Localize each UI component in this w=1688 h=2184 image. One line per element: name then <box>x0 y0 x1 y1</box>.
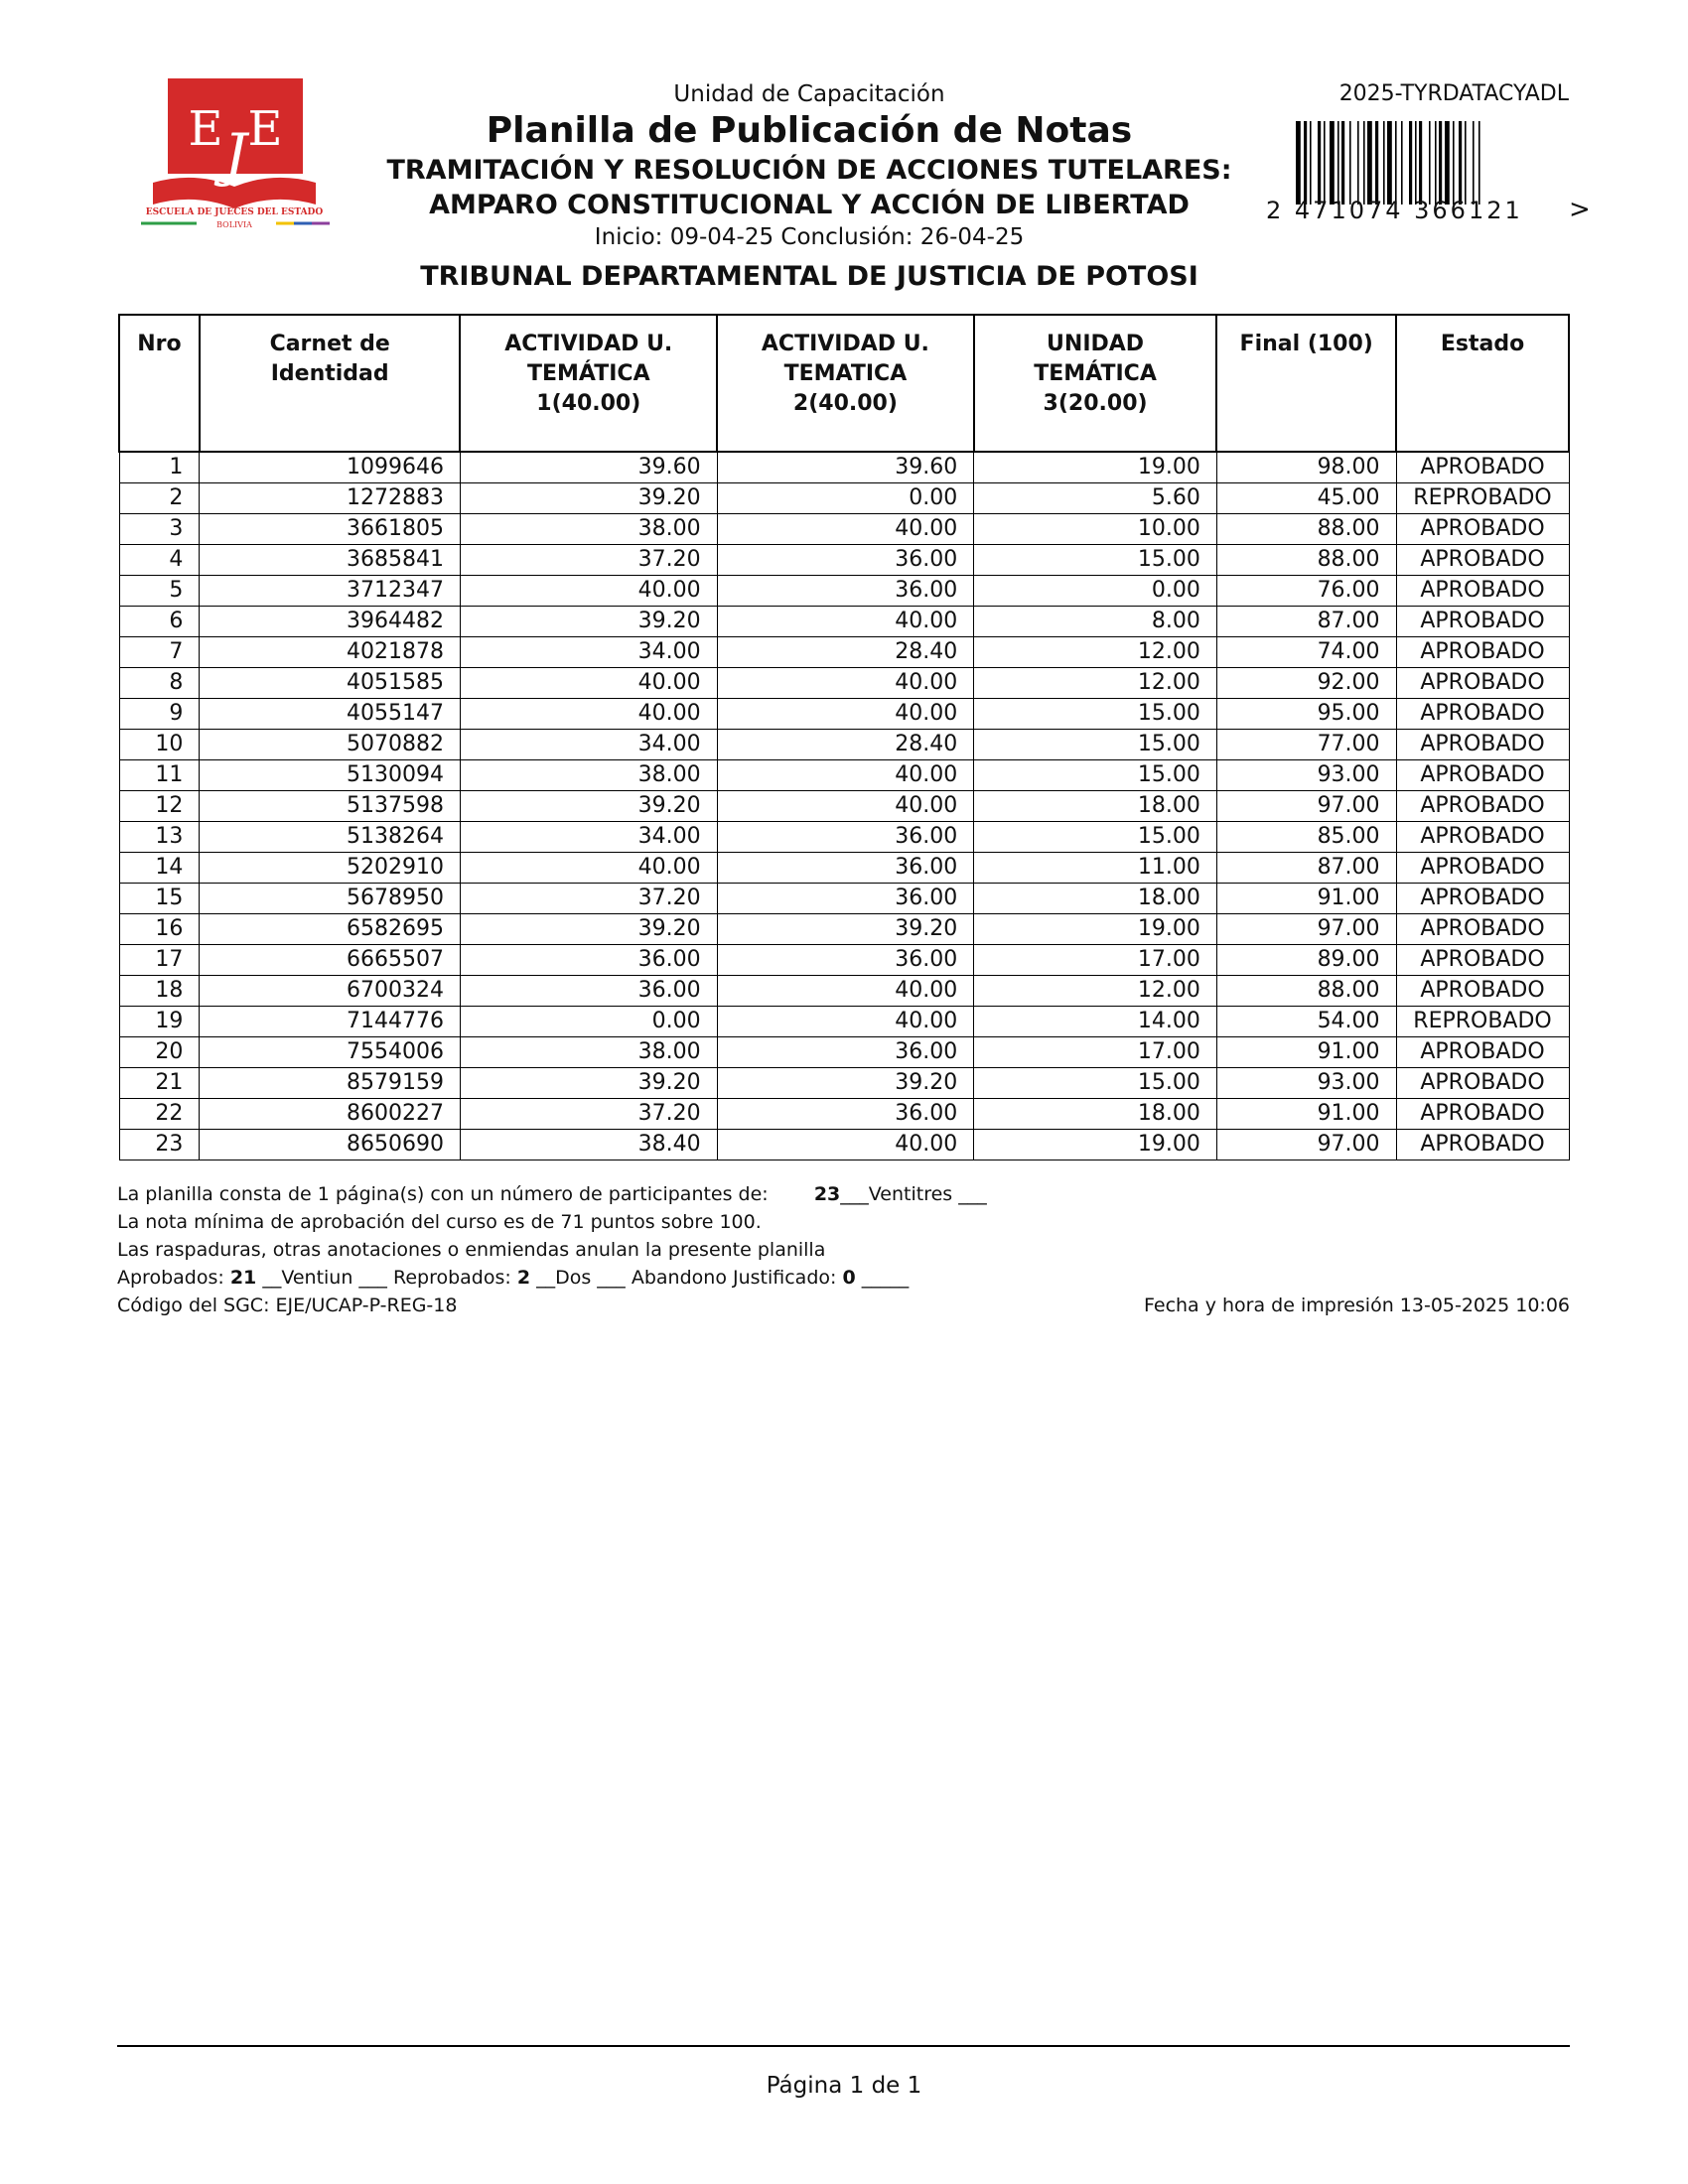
course-dates: Inicio: 09-04-25 Conclusión: 26-04-25 <box>594 224 1025 250</box>
id-number-cell: 5130094 <box>200 760 461 791</box>
final-score-cell: 97.00 <box>1216 914 1396 945</box>
activity2-score-cell: 40.00 <box>717 514 974 545</box>
column-header-text: Final (100) <box>1239 332 1373 356</box>
final-score-cell: 85.00 <box>1216 822 1396 853</box>
unit3-score-cell: 19.00 <box>974 452 1217 483</box>
final-score-cell: 54.00 <box>1216 1007 1396 1037</box>
activity2-score-cell: 36.00 <box>717 884 974 914</box>
table-row <box>119 545 1569 576</box>
unit3-score-cell: 15.00 <box>974 545 1217 576</box>
approved-count: 21 <box>229 1267 257 1289</box>
final-score-cell: 91.00 <box>1216 1099 1396 1130</box>
barcode-arrow: > <box>1569 195 1591 224</box>
unit3-score-cell: 0.00 <box>974 576 1217 607</box>
activity2-score-cell: 28.40 <box>717 637 974 668</box>
status-cell: APROBADO <box>1396 884 1569 914</box>
status-cell: APROBADO <box>1396 1130 1569 1160</box>
column-header-text: 3(20.00) <box>1043 391 1148 416</box>
barcode-bar <box>1465 121 1467 205</box>
row-number-cell: 2 <box>119 483 200 514</box>
summary-line <box>117 1264 1570 1292</box>
sgc-code: Código del SGC: EJE/UCAP-P-REG-18 <box>117 1295 458 1316</box>
column-header <box>119 315 200 452</box>
unit3-score-cell: 14.00 <box>974 1007 1217 1037</box>
row-number-cell: 1 <box>119 452 200 483</box>
row-number-cell: 10 <box>119 730 200 760</box>
column-header-text: ACTIVIDAD U. <box>504 332 673 356</box>
activity2-score-cell: 36.00 <box>717 545 974 576</box>
barcode-bar <box>1401 121 1403 205</box>
table-row <box>119 1130 1569 1160</box>
final-score-cell: 95.00 <box>1216 699 1396 730</box>
barcode-bar <box>1330 121 1335 205</box>
activity2-score-cell: 36.00 <box>717 576 974 607</box>
status-cell: APROBADO <box>1396 607 1569 637</box>
barcode-bar <box>1439 121 1442 205</box>
page-number: Página 1 de 1 <box>766 2073 922 2099</box>
id-number-cell: 7554006 <box>200 1037 461 1068</box>
unit3-score-cell: 12.00 <box>974 668 1217 699</box>
id-number-cell: 3661805 <box>200 514 461 545</box>
course-title-line1: TRAMITACIÓN Y RESOLUCIÓN DE ACCIONES TUTELARES: <box>386 155 1232 186</box>
activity2-score-cell: 36.00 <box>717 853 974 884</box>
activity1-score-cell: 39.20 <box>460 607 717 637</box>
row-number-cell: 23 <box>119 1130 200 1160</box>
unit3-score-cell: 15.00 <box>974 822 1217 853</box>
activity2-score-cell: 40.00 <box>717 668 974 699</box>
barcode-bar <box>1409 121 1412 205</box>
barcode-bar <box>1459 121 1462 205</box>
barcode-bar <box>1304 121 1307 205</box>
row-number-cell: 3 <box>119 514 200 545</box>
approved-words: __Ventiun ___ <box>262 1267 387 1289</box>
column-header-text: TEMATICA <box>783 361 908 386</box>
column-header-text: Nro <box>137 332 182 356</box>
final-score-cell: 92.00 <box>1216 668 1396 699</box>
participants-text: La planilla consta de 1 página(s) con un número de participantes de: <box>117 1183 769 1205</box>
row-number-cell: 12 <box>119 791 200 822</box>
unit-name: Unidad de Capacitación <box>673 81 945 107</box>
activity1-score-cell: 36.00 <box>460 976 717 1007</box>
table-row <box>119 1099 1569 1130</box>
status-cell: REPROBADO <box>1396 1007 1569 1037</box>
status-cell: APROBADO <box>1396 452 1569 483</box>
id-number-cell: 6582695 <box>200 914 461 945</box>
column-header <box>974 315 1217 452</box>
final-score-cell: 88.00 <box>1216 514 1396 545</box>
status-cell: APROBADO <box>1396 1037 1569 1068</box>
id-number-cell: 8650690 <box>200 1130 461 1160</box>
activity1-score-cell: 38.00 <box>460 1037 717 1068</box>
footer-notes <box>117 1180 1570 1319</box>
activity2-score-cell: 28.40 <box>717 730 974 760</box>
row-number-cell: 13 <box>119 822 200 853</box>
barcode-bar <box>1387 121 1392 205</box>
status-cell: APROBADO <box>1396 976 1569 1007</box>
barcode-bar <box>1367 121 1372 205</box>
barcode-bar <box>1429 121 1431 205</box>
barcode-bar <box>1310 121 1312 205</box>
activity1-score-cell: 40.00 <box>460 668 717 699</box>
barcode-bar <box>1419 121 1422 205</box>
final-score-cell: 98.00 <box>1216 452 1396 483</box>
id-number-cell: 8579159 <box>200 1068 461 1099</box>
svg-text:J: J <box>223 121 247 189</box>
column-header-text: 2(40.00) <box>792 391 898 416</box>
table-row <box>119 668 1569 699</box>
id-number-cell: 6700324 <box>200 976 461 1007</box>
approved-label: Aprobados: <box>117 1267 224 1289</box>
row-number-cell: 4 <box>119 545 200 576</box>
svg-text:BOLIVIA: BOLIVIA <box>216 220 252 229</box>
activity2-score-cell: 39.20 <box>717 914 974 945</box>
final-score-cell: 87.00 <box>1216 607 1396 637</box>
status-cell: APROBADO <box>1396 945 1569 976</box>
activity2-score-cell: 39.60 <box>717 452 974 483</box>
unit3-score-cell: 18.00 <box>974 884 1217 914</box>
activity1-score-cell: 34.00 <box>460 637 717 668</box>
barcode-bar <box>1445 121 1450 205</box>
barcode-bar <box>1375 121 1378 205</box>
table-row <box>119 730 1569 760</box>
document-header <box>348 79 1271 294</box>
id-number-cell: 1099646 <box>200 452 461 483</box>
table-row <box>119 976 1569 1007</box>
table-row <box>119 514 1569 545</box>
table-row <box>119 576 1569 607</box>
table-row <box>119 452 1569 483</box>
participants-line <box>117 1180 1570 1208</box>
activity1-score-cell: 39.20 <box>460 1068 717 1099</box>
final-score-cell: 88.00 <box>1216 545 1396 576</box>
failed-label: Reprobados: <box>392 1267 511 1289</box>
row-number-cell: 5 <box>119 576 200 607</box>
status-cell: APROBADO <box>1396 853 1569 884</box>
row-number-cell: 6 <box>119 607 200 637</box>
activity2-score-cell: 40.00 <box>717 1130 974 1160</box>
course-title-line2: AMPARO CONSTITUCIONAL Y ACCIÓN DE LIBERTAD <box>429 190 1190 220</box>
barcode-bar <box>1473 121 1475 205</box>
column-header <box>1216 315 1396 452</box>
table-row <box>119 884 1569 914</box>
row-number-cell: 16 <box>119 914 200 945</box>
participants-words: ___Ventitres ___ <box>840 1183 987 1205</box>
court-name: TRIBUNAL DEPARTAMENTAL DE JUSTICIA DE POTOSI <box>420 261 1198 292</box>
barcode-bar <box>1383 121 1385 205</box>
barcode-bar <box>1395 121 1397 205</box>
activity1-score-cell: 39.20 <box>460 791 717 822</box>
table-body <box>119 452 1569 1160</box>
failed-count: 2 <box>516 1267 531 1289</box>
row-number-cell: 11 <box>119 760 200 791</box>
print-timestamp: Fecha y hora de impresión 13-05-2025 10:06 <box>1143 1295 1570 1316</box>
status-cell: APROBADO <box>1396 668 1569 699</box>
final-score-cell: 91.00 <box>1216 884 1396 914</box>
status-cell: APROBADO <box>1396 822 1569 853</box>
activity1-score-cell: 34.00 <box>460 822 717 853</box>
page-title: Planilla de Publicación de Notas <box>486 110 1133 151</box>
activity2-score-cell: 40.00 <box>717 607 974 637</box>
activity2-score-cell: 0.00 <box>717 483 974 514</box>
activity2-score-cell: 36.00 <box>717 1037 974 1068</box>
id-number-cell: 1272883 <box>200 483 461 514</box>
barcode-bar <box>1324 121 1326 205</box>
column-header <box>1396 315 1569 452</box>
barcode-bar <box>1318 121 1321 205</box>
status-cell: APROBADO <box>1396 914 1569 945</box>
column-header-text: 1(40.00) <box>536 391 641 416</box>
status-cell: APROBADO <box>1396 514 1569 545</box>
activity1-score-cell: 34.00 <box>460 730 717 760</box>
activity2-score-cell: 39.20 <box>717 1068 974 1099</box>
barcode-bar <box>1357 121 1359 205</box>
table-header-row <box>119 315 1569 452</box>
unit3-score-cell: 15.00 <box>974 760 1217 791</box>
final-score-cell: 93.00 <box>1216 1068 1396 1099</box>
column-header-text: Estado <box>1440 332 1525 356</box>
final-score-cell: 97.00 <box>1216 791 1396 822</box>
status-cell: APROBADO <box>1396 730 1569 760</box>
barcode-number: 2 471074 366121 <box>1266 197 1523 224</box>
activity2-score-cell: 40.00 <box>717 760 974 791</box>
barcode-bar <box>1478 121 1480 205</box>
table-row <box>119 1037 1569 1068</box>
barcode-bar <box>1453 121 1455 205</box>
abandon-count: 0 <box>842 1267 856 1289</box>
barcode-bar <box>1337 121 1339 205</box>
activity1-score-cell: 40.00 <box>460 576 717 607</box>
svg-text:E: E <box>188 101 223 157</box>
id-number-cell: 5070882 <box>200 730 461 760</box>
activity2-score-cell: 36.00 <box>717 945 974 976</box>
activity1-score-cell: 40.00 <box>460 853 717 884</box>
unit3-score-cell: 11.00 <box>974 853 1217 884</box>
status-cell: REPROBADO <box>1396 483 1569 514</box>
activity2-score-cell: 40.00 <box>717 699 974 730</box>
activity2-score-cell: 40.00 <box>717 1007 974 1037</box>
final-score-cell: 93.00 <box>1216 760 1396 791</box>
barcode-bar <box>1415 121 1417 205</box>
unit3-score-cell: 18.00 <box>974 791 1217 822</box>
eje-logo-graphic <box>135 75 334 234</box>
unit3-score-cell: 15.00 <box>974 699 1217 730</box>
table-row <box>119 1007 1569 1037</box>
table-row <box>119 699 1569 730</box>
column-header <box>460 315 717 452</box>
unit3-score-cell: 5.60 <box>974 483 1217 514</box>
final-score-cell: 88.00 <box>1216 976 1396 1007</box>
id-number-cell: 3964482 <box>200 607 461 637</box>
status-cell: APROBADO <box>1396 545 1569 576</box>
abandon-blank: _____ <box>861 1267 910 1289</box>
document-code: 2025-TYRDATACYADL <box>1338 81 1569 106</box>
table-row <box>119 483 1569 514</box>
row-number-cell: 17 <box>119 945 200 976</box>
id-number-cell: 5678950 <box>200 884 461 914</box>
status-cell: APROBADO <box>1396 699 1569 730</box>
unit3-score-cell: 10.00 <box>974 514 1217 545</box>
activity1-score-cell: 37.20 <box>460 1099 717 1130</box>
activity1-score-cell: 38.00 <box>460 760 717 791</box>
svg-text:ESCUELA DE JUECES DEL ESTADO: ESCUELA DE JUECES DEL ESTADO <box>145 207 324 217</box>
column-header-text: UNIDAD <box>1047 332 1145 356</box>
id-number-cell: 5202910 <box>200 853 461 884</box>
row-number-cell: 18 <box>119 976 200 1007</box>
row-number-cell: 14 <box>119 853 200 884</box>
activity1-score-cell: 0.00 <box>460 1007 717 1037</box>
final-score-cell: 97.00 <box>1216 1130 1396 1160</box>
row-number-cell: 15 <box>119 884 200 914</box>
id-number-cell: 6665507 <box>200 945 461 976</box>
barcode-bar <box>1349 121 1351 205</box>
row-number-cell: 8 <box>119 668 200 699</box>
id-number-cell: 5138264 <box>200 822 461 853</box>
final-score-cell: 76.00 <box>1216 576 1396 607</box>
table-row <box>119 822 1569 853</box>
table-row <box>119 914 1569 945</box>
status-cell: APROBADO <box>1396 760 1569 791</box>
unit3-score-cell: 17.00 <box>974 945 1217 976</box>
barcode-bar <box>1341 121 1344 205</box>
activity2-score-cell: 40.00 <box>717 791 974 822</box>
unit3-score-cell: 17.00 <box>974 1037 1217 1068</box>
row-number-cell: 9 <box>119 699 200 730</box>
activity1-score-cell: 36.00 <box>460 945 717 976</box>
min-grade-note: La nota mínima de aprobación del curso es de 71 puntos sobre 100. <box>117 1211 762 1233</box>
final-score-cell: 91.00 <box>1216 1037 1396 1068</box>
unit3-score-cell: 19.00 <box>974 914 1217 945</box>
row-number-cell: 22 <box>119 1099 200 1130</box>
row-number-cell: 21 <box>119 1068 200 1099</box>
unit3-score-cell: 15.00 <box>974 1068 1217 1099</box>
column-header <box>717 315 974 452</box>
failed-words: __Dos ___ <box>536 1267 626 1289</box>
barcode-bar <box>1435 121 1437 205</box>
activity1-score-cell: 39.60 <box>460 452 717 483</box>
footer-divider <box>117 2045 1570 2047</box>
id-number-cell: 3685841 <box>200 545 461 576</box>
column-header-text: Carnet de <box>269 332 390 356</box>
status-cell: APROBADO <box>1396 576 1569 607</box>
activity1-score-cell: 39.20 <box>460 914 717 945</box>
row-number-cell: 7 <box>119 637 200 668</box>
unit3-score-cell: 12.00 <box>974 637 1217 668</box>
table-row <box>119 853 1569 884</box>
barcode-bar <box>1363 121 1365 205</box>
barcode-bar <box>1296 121 1301 205</box>
status-cell: APROBADO <box>1396 637 1569 668</box>
column-header-text: TEMÁTICA <box>526 361 650 386</box>
activity2-score-cell: 40.00 <box>717 976 974 1007</box>
table-row <box>119 637 1569 668</box>
table-row <box>119 607 1569 637</box>
column-header-text: ACTIVIDAD U. <box>761 332 929 356</box>
activity1-score-cell: 40.00 <box>460 699 717 730</box>
column-header <box>200 315 461 452</box>
final-score-cell: 89.00 <box>1216 945 1396 976</box>
unit3-score-cell: 12.00 <box>974 976 1217 1007</box>
table-row <box>119 791 1569 822</box>
barcode <box>1296 121 1534 208</box>
status-cell: APROBADO <box>1396 1068 1569 1099</box>
column-header-text: TEMÁTICA <box>1034 361 1157 386</box>
activity2-score-cell: 36.00 <box>717 822 974 853</box>
table-row <box>119 945 1569 976</box>
unit3-score-cell: 15.00 <box>974 730 1217 760</box>
status-cell: APROBADO <box>1396 1099 1569 1130</box>
id-number-cell: 5137598 <box>200 791 461 822</box>
final-score-cell: 74.00 <box>1216 637 1396 668</box>
abandon-label: Abandono Justificado: <box>631 1267 837 1289</box>
erasures-note: Las raspaduras, otras anotaciones o enmiendas anulan la presente planilla <box>117 1239 826 1261</box>
final-score-cell: 45.00 <box>1216 483 1396 514</box>
participants-count: 23 <box>813 1183 841 1205</box>
final-score-cell: 87.00 <box>1216 853 1396 884</box>
activity2-score-cell: 36.00 <box>717 1099 974 1130</box>
id-number-cell: 4021878 <box>200 637 461 668</box>
grades-table <box>118 314 1570 1160</box>
status-cell: APROBADO <box>1396 791 1569 822</box>
table-row <box>119 1068 1569 1099</box>
row-number-cell: 20 <box>119 1037 200 1068</box>
activity1-score-cell: 39.20 <box>460 483 717 514</box>
unit3-score-cell: 18.00 <box>974 1099 1217 1130</box>
activity1-score-cell: 37.20 <box>460 545 717 576</box>
svg-text:E: E <box>247 101 283 157</box>
column-header-text: Identidad <box>270 361 389 386</box>
id-number-cell: 4051585 <box>200 668 461 699</box>
barcode-bars <box>1296 121 1534 205</box>
activity1-score-cell: 37.20 <box>460 884 717 914</box>
activity1-score-cell: 38.00 <box>460 514 717 545</box>
unit3-score-cell: 19.00 <box>974 1130 1217 1160</box>
unit3-score-cell: 8.00 <box>974 607 1217 637</box>
activity1-score-cell: 38.40 <box>460 1130 717 1160</box>
id-number-cell: 7144776 <box>200 1007 461 1037</box>
id-number-cell: 8600227 <box>200 1099 461 1130</box>
table-row <box>119 760 1569 791</box>
id-number-cell: 3712347 <box>200 576 461 607</box>
eje-logo <box>135 75 334 234</box>
final-score-cell: 77.00 <box>1216 730 1396 760</box>
id-number-cell: 4055147 <box>200 699 461 730</box>
row-number-cell: 19 <box>119 1007 200 1037</box>
